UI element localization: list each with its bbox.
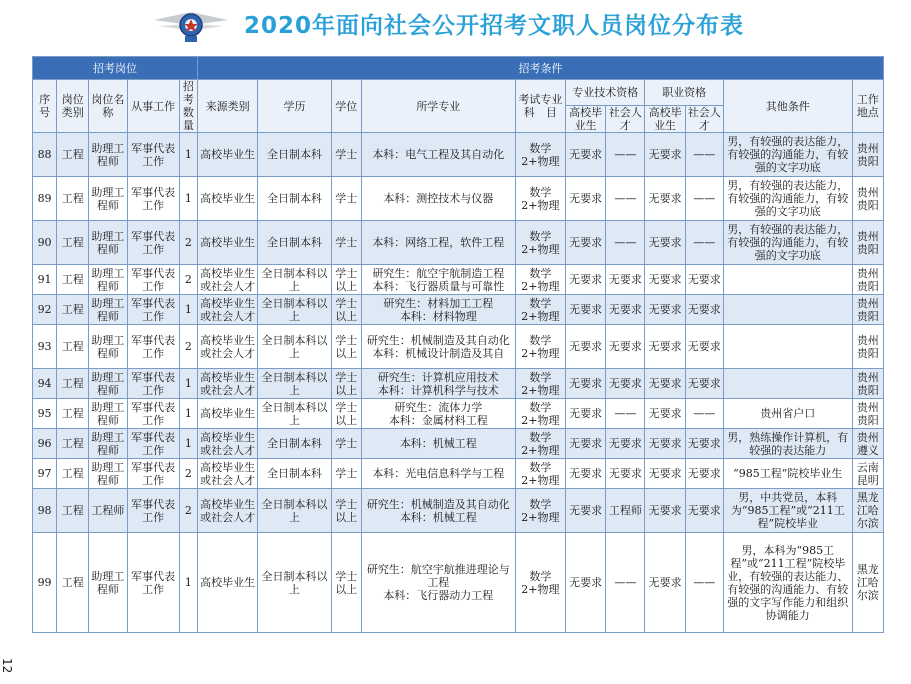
cell-source: 高校毕业生或社会人才	[197, 325, 257, 369]
cell-major: 研究生：流体力学 本科：金属材料工程	[361, 399, 515, 429]
cell-career-talent: ——	[685, 133, 723, 177]
table-row	[33, 177, 884, 221]
cell-source: 高校毕业生或社会人才	[197, 369, 257, 399]
column-header-row	[33, 80, 884, 106]
cell-seq: 91	[33, 265, 57, 295]
cell-count: 1	[179, 369, 197, 399]
cell-work: 军事代表工作	[127, 429, 179, 459]
cell-category: 工程	[57, 325, 89, 369]
cell-other: 男，有较强的表达能力，有较强的沟通能力，有较强的文字功底	[723, 177, 852, 221]
cell-location: 贵州贵阳	[852, 133, 883, 177]
cell-source: 高校毕业生	[197, 221, 257, 265]
cell-education: 全日制本科以上	[258, 489, 331, 533]
cell-degree: 学士以上	[331, 325, 361, 369]
header-position: 岗位名称	[89, 80, 127, 133]
cell-category: 工程	[57, 265, 89, 295]
cell-position: 工程师	[89, 489, 127, 533]
group-header-row	[33, 57, 884, 80]
cell-education: 全日制本科	[258, 133, 331, 177]
cell-tech-talent: 无要求	[606, 429, 645, 459]
table-row	[33, 399, 884, 429]
cell-career-graduate: 无要求	[645, 133, 685, 177]
cell-education: 全日制本科以上	[258, 295, 331, 325]
cell-tech-graduate: 无要求	[566, 265, 606, 295]
cell-source: 高校毕业生或社会人才	[197, 295, 257, 325]
cell-career-graduate: 无要求	[645, 295, 685, 325]
cell-exam: 数学2+物理	[515, 489, 565, 533]
cell-education: 全日制本科以上	[258, 533, 331, 633]
cell-count: 2	[179, 459, 197, 489]
cell-other	[723, 369, 852, 399]
cell-seq: 90	[33, 221, 57, 265]
cell-career-talent: ——	[685, 221, 723, 265]
cell-exam: 数学2+物理	[515, 429, 565, 459]
cell-other: 男，中共党员，本科为“985工程”或“211工程”院校毕业	[723, 489, 852, 533]
cell-major: 本科：网络工程，软件工程	[361, 221, 515, 265]
header-category: 岗位类别	[57, 80, 89, 133]
header-other: 其他条件	[723, 80, 852, 133]
cell-tech-talent: ——	[606, 221, 645, 265]
cell-count: 2	[179, 221, 197, 265]
cell-seq: 89	[33, 177, 57, 221]
cell-location: 贵州贵阳	[852, 265, 883, 295]
cell-major: 研究生：航空宇航推进理论与工程 本科：飞行器动力工程	[361, 533, 515, 633]
cell-other: 贵州省户口	[723, 399, 852, 429]
header-tech-graduate: 高校毕业生	[566, 106, 606, 133]
cell-tech-talent: ——	[606, 177, 645, 221]
cell-other: 男，有较强的表达能力，有较强的沟通能力，有较强的文字功底	[723, 133, 852, 177]
cell-tech-graduate: 无要求	[566, 533, 606, 633]
cell-exam: 数学2+物理	[515, 221, 565, 265]
cell-work: 军事代表工作	[127, 369, 179, 399]
cell-category: 工程	[57, 399, 89, 429]
cell-degree: 学士	[331, 429, 361, 459]
cell-seq: 98	[33, 489, 57, 533]
cell-tech-graduate: 无要求	[566, 429, 606, 459]
cell-exam: 数学2+物理	[515, 459, 565, 489]
cell-work: 军事代表工作	[127, 133, 179, 177]
cell-career-graduate: 无要求	[645, 533, 685, 633]
cell-tech-graduate: 无要求	[566, 369, 606, 399]
cell-location: 贵州遵义	[852, 429, 883, 459]
cell-seq: 93	[33, 325, 57, 369]
cell-count: 1	[179, 399, 197, 429]
cell-career-graduate: 无要求	[645, 221, 685, 265]
cell-career-graduate: 无要求	[645, 459, 685, 489]
cell-tech-talent: 无要求	[606, 295, 645, 325]
cell-exam: 数学2+物理	[515, 533, 565, 633]
cell-tech-talent: ——	[606, 399, 645, 429]
cell-major: 研究生：航空宇航制造工程 本科：飞行器质量与可靠性	[361, 265, 515, 295]
page-header	[0, 0, 911, 48]
cell-tech-talent: 无要求	[606, 369, 645, 399]
cell-position: 助理工程师	[89, 533, 127, 633]
cell-work: 军事代表工作	[127, 221, 179, 265]
cell-exam: 数学2+物理	[515, 325, 565, 369]
cell-location: 贵州贵阳	[852, 399, 883, 429]
cell-tech-talent: 无要求	[606, 459, 645, 489]
header-count: 招考数量	[179, 80, 197, 133]
cell-count: 1	[179, 295, 197, 325]
cell-source: 高校毕业生或社会人才	[197, 429, 257, 459]
cell-position: 助理工程师	[89, 429, 127, 459]
cell-exam: 数学2+物理	[515, 177, 565, 221]
cell-category: 工程	[57, 133, 89, 177]
cell-position: 助理工程师	[89, 325, 127, 369]
cell-work: 军事代表工作	[127, 399, 179, 429]
cell-education: 全日制本科以上	[258, 265, 331, 295]
cell-other: 男，熟练操作计算机，有较强的表达能力	[723, 429, 852, 459]
cell-major: 研究生：计算机应用技术 本科：计算机科学与技术	[361, 369, 515, 399]
table-row	[33, 429, 884, 459]
cell-education: 全日制本科	[258, 177, 331, 221]
cell-exam: 数学2+物理	[515, 295, 565, 325]
group-header-conditions: 招考条件	[197, 57, 883, 80]
cell-tech-graduate: 无要求	[566, 399, 606, 429]
cell-source: 高校毕业生	[197, 533, 257, 633]
header-career-group: 职业资格	[645, 80, 723, 106]
header-tech-group: 专业技术资格	[566, 80, 645, 106]
positions-table	[32, 56, 884, 633]
cell-source: 高校毕业生	[197, 399, 257, 429]
cell-major: 研究生：材料加工工程 本科：材料物理	[361, 295, 515, 325]
cell-work: 军事代表工作	[127, 265, 179, 295]
page-number: 12	[0, 658, 14, 674]
cell-career-talent: ——	[685, 533, 723, 633]
cell-seq: 97	[33, 459, 57, 489]
cell-degree: 学士以上	[331, 369, 361, 399]
header-career-talent: 社会人才	[685, 106, 723, 133]
cell-education: 全日制本科	[258, 429, 331, 459]
table-row	[33, 295, 884, 325]
table-row	[33, 265, 884, 295]
cell-degree: 学士	[331, 221, 361, 265]
cell-category: 工程	[57, 221, 89, 265]
cell-degree: 学士以上	[331, 533, 361, 633]
cell-count: 2	[179, 265, 197, 295]
cell-major: 本科：测控技术与仪器	[361, 177, 515, 221]
cell-tech-talent: ——	[606, 533, 645, 633]
cell-source: 高校毕业生	[197, 177, 257, 221]
cell-education: 全日制本科以上	[258, 325, 331, 369]
cell-seq: 92	[33, 295, 57, 325]
header-source: 来源类别	[197, 80, 257, 133]
cell-career-graduate: 无要求	[645, 429, 685, 459]
header-exam: 考试专业科 目	[515, 80, 565, 133]
cell-location: 黑龙江哈尔滨	[852, 489, 883, 533]
cell-tech-graduate: 无要求	[566, 295, 606, 325]
cell-source: 高校毕业生或社会人才	[197, 459, 257, 489]
cell-other: 男，本科为“985工程”或“211工程”院校毕业，有较强的表达能力、有较强的沟通能力、有较强的文字写作能力和组织协调能力	[723, 533, 852, 633]
cell-career-graduate: 无要求	[645, 399, 685, 429]
header-major: 所学专业	[361, 80, 515, 133]
cell-degree: 学士	[331, 459, 361, 489]
cell-career-talent: 无要求	[685, 265, 723, 295]
header-work: 从事工作	[127, 80, 179, 133]
cell-major: 本科：电气工程及其自动化	[361, 133, 515, 177]
group-header-positions: 招考岗位	[33, 57, 198, 80]
cell-position: 助理工程师	[89, 177, 127, 221]
cell-degree: 学士以上	[331, 399, 361, 429]
header-career-graduate: 高校毕业生	[645, 106, 685, 133]
cell-position: 助理工程师	[89, 221, 127, 265]
cell-other: “985工程”院校毕业生	[723, 459, 852, 489]
cell-location: 黑龙江哈尔滨	[852, 533, 883, 633]
cell-exam: 数学2+物理	[515, 399, 565, 429]
cell-count: 1	[179, 429, 197, 459]
table-row	[33, 489, 884, 533]
cell-seq: 95	[33, 399, 57, 429]
header-education: 学历	[258, 80, 331, 133]
cell-position: 助理工程师	[89, 265, 127, 295]
header-tech-talent: 社会人才	[606, 106, 645, 133]
cell-career-talent: 无要求	[685, 429, 723, 459]
cell-career-talent: 无要求	[685, 459, 723, 489]
cell-count: 1	[179, 133, 197, 177]
cell-work: 军事代表工作	[127, 489, 179, 533]
cell-major: 本科：机械工程	[361, 429, 515, 459]
wings-emblem-icon	[152, 6, 230, 44]
cell-career-graduate: 无要求	[645, 325, 685, 369]
cell-category: 工程	[57, 295, 89, 325]
cell-location: 贵州贵阳	[852, 221, 883, 265]
cell-location: 贵州贵阳	[852, 369, 883, 399]
table-row	[33, 325, 884, 369]
cell-education: 全日制本科以上	[258, 399, 331, 429]
cell-source: 高校毕业生	[197, 133, 257, 177]
cell-career-talent: ——	[685, 177, 723, 221]
cell-work: 军事代表工作	[127, 325, 179, 369]
cell-degree: 学士	[331, 133, 361, 177]
cell-career-talent: ——	[685, 399, 723, 429]
cell-career-talent: 无要求	[685, 325, 723, 369]
cell-tech-talent: 工程师	[606, 489, 645, 533]
cell-position: 助理工程师	[89, 133, 127, 177]
cell-career-talent: 无要求	[685, 295, 723, 325]
cell-exam: 数学2+物理	[515, 133, 565, 177]
cell-count: 2	[179, 325, 197, 369]
cell-degree: 学士以上	[331, 295, 361, 325]
cell-tech-talent: 无要求	[606, 325, 645, 369]
cell-career-graduate: 无要求	[645, 489, 685, 533]
cell-source: 高校毕业生或社会人才	[197, 489, 257, 533]
cell-seq: 88	[33, 133, 57, 177]
cell-other	[723, 295, 852, 325]
cell-other	[723, 325, 852, 369]
cell-career-talent: 无要求	[685, 489, 723, 533]
cell-count: 1	[179, 533, 197, 633]
cell-tech-graduate: 无要求	[566, 489, 606, 533]
cell-career-graduate: 无要求	[645, 265, 685, 295]
cell-source: 高校毕业生或社会人才	[197, 265, 257, 295]
cell-tech-graduate: 无要求	[566, 221, 606, 265]
cell-position: 助理工程师	[89, 295, 127, 325]
table-row	[33, 533, 884, 633]
cell-category: 工程	[57, 429, 89, 459]
table-row	[33, 459, 884, 489]
header-degree: 学位	[331, 80, 361, 133]
cell-major: 本科：光电信息科学与工程	[361, 459, 515, 489]
cell-career-graduate: 无要求	[645, 177, 685, 221]
cell-location: 贵州贵阳	[852, 325, 883, 369]
cell-position: 助理工程师	[89, 399, 127, 429]
cell-count: 1	[179, 177, 197, 221]
cell-tech-graduate: 无要求	[566, 325, 606, 369]
cell-degree: 学士以上	[331, 489, 361, 533]
cell-education: 全日制本科	[258, 459, 331, 489]
cell-tech-talent: ——	[606, 133, 645, 177]
cell-category: 工程	[57, 177, 89, 221]
cell-position: 助理工程师	[89, 459, 127, 489]
cell-work: 军事代表工作	[127, 295, 179, 325]
header-location: 工作地点	[852, 80, 883, 133]
cell-seq: 94	[33, 369, 57, 399]
cell-tech-graduate: 无要求	[566, 459, 606, 489]
cell-category: 工程	[57, 533, 89, 633]
cell-tech-graduate: 无要求	[566, 133, 606, 177]
cell-category: 工程	[57, 489, 89, 533]
page-title: 2020年面向社会公开招考文职人员岗位分布表	[244, 13, 745, 39]
cell-exam: 数学2+物理	[515, 369, 565, 399]
header-seq: 序号	[33, 80, 57, 133]
cell-career-graduate: 无要求	[645, 369, 685, 399]
cell-education: 全日制本科	[258, 221, 331, 265]
cell-career-talent: 无要求	[685, 369, 723, 399]
cell-position: 助理工程师	[89, 369, 127, 399]
cell-other	[723, 265, 852, 295]
cell-seq: 99	[33, 533, 57, 633]
cell-degree: 学士以上	[331, 265, 361, 295]
cell-category: 工程	[57, 369, 89, 399]
cell-category: 工程	[57, 459, 89, 489]
cell-location: 贵州贵阳	[852, 177, 883, 221]
cell-location: 贵州贵阳	[852, 295, 883, 325]
cell-work: 军事代表工作	[127, 459, 179, 489]
cell-count: 2	[179, 489, 197, 533]
cell-exam: 数学2+物理	[515, 265, 565, 295]
cell-other: 男，有较强的表达能力，有较强的沟通能力，有较强的文字功底	[723, 221, 852, 265]
cell-work: 军事代表工作	[127, 533, 179, 633]
cell-degree: 学士	[331, 177, 361, 221]
cell-education: 全日制本科以上	[258, 369, 331, 399]
cell-tech-graduate: 无要求	[566, 177, 606, 221]
table-body	[33, 133, 884, 633]
cell-major: 研究生：机械制造及其自动化 本科：机械设计制造及其自	[361, 325, 515, 369]
cell-location: 云南昆明	[852, 459, 883, 489]
cell-seq: 96	[33, 429, 57, 459]
table-row	[33, 369, 884, 399]
cell-tech-talent: 无要求	[606, 265, 645, 295]
cell-work: 军事代表工作	[127, 177, 179, 221]
table-row	[33, 221, 884, 265]
table-row	[33, 133, 884, 177]
cell-major: 研究生：机械制造及其自动化 本科：机械工程	[361, 489, 515, 533]
